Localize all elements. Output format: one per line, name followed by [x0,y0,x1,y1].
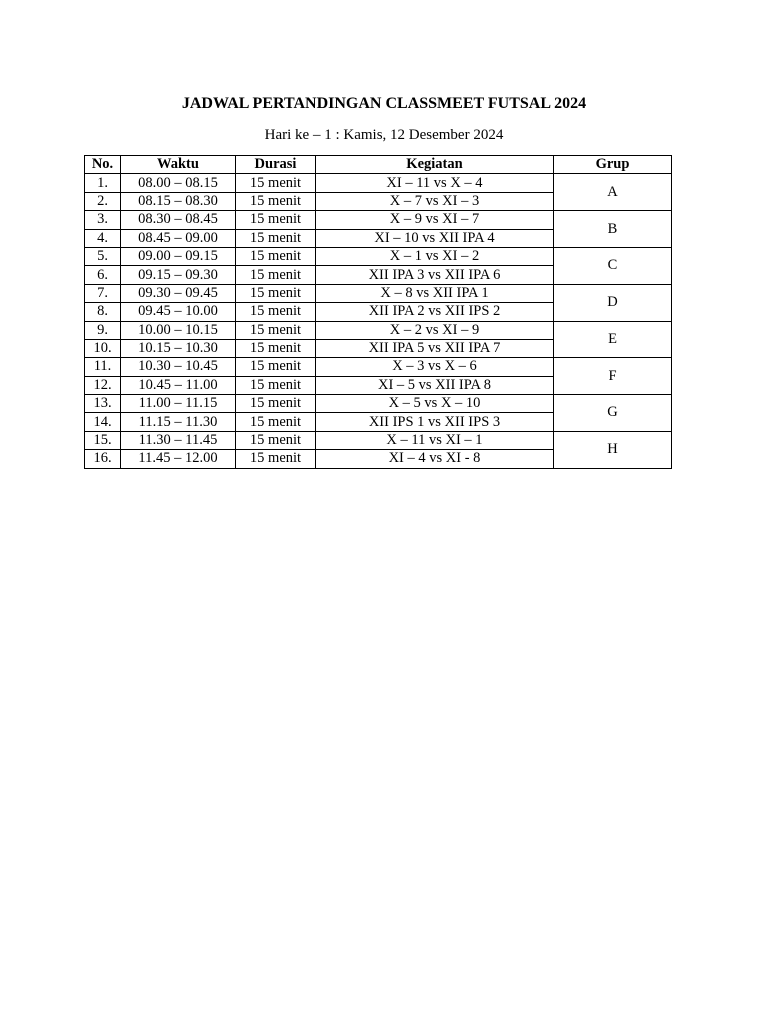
cell-no: 5. [85,247,121,265]
cell-waktu: 10.15 – 10.30 [121,339,236,357]
cell-grup: G [554,395,672,432]
header-no: No. [85,156,121,174]
page-title: JADWAL PERTANDINGAN CLASSMEET FUTSAL 2024 [181,95,587,112]
table-row [85,247,672,265]
cell-durasi: 15 menit [236,321,316,339]
table-row [85,358,672,376]
cell-waktu: 09.30 – 09.45 [121,284,236,302]
cell-no: 8. [85,303,121,321]
cell-kegiatan: XII IPA 2 vs XII IPS 2 [316,303,554,321]
cell-no: 6. [85,266,121,284]
cell-no: 10. [85,339,121,357]
cell-no: 15. [85,431,121,449]
cell-waktu: 10.30 – 10.45 [121,358,236,376]
cell-kegiatan: X – 8 vs XII IPA 1 [316,284,554,302]
cell-no: 12. [85,376,121,394]
cell-kegiatan: XII IPA 3 vs XII IPA 6 [316,266,554,284]
cell-grup: D [554,284,672,321]
cell-durasi: 15 menit [236,431,316,449]
cell-durasi: 15 menit [236,247,316,265]
cell-grup: E [554,321,672,358]
cell-waktu: 11.45 – 12.00 [121,450,236,468]
cell-durasi: 15 menit [236,174,316,192]
cell-waktu: 08.30 – 08.45 [121,211,236,229]
cell-no: 13. [85,395,121,413]
cell-durasi: 15 menit [236,376,316,394]
cell-kegiatan: XII IPS 1 vs XII IPS 3 [316,413,554,431]
cell-kegiatan: XI – 4 vs XI - 8 [316,450,554,468]
table-header-row [85,156,672,174]
cell-kegiatan: X – 7 vs XI – 3 [316,192,554,210]
header-waktu: Waktu [121,156,236,174]
cell-waktu: 08.45 – 09.00 [121,229,236,247]
cell-kegiatan: X – 11 vs XI – 1 [316,431,554,449]
cell-grup: F [554,358,672,395]
cell-waktu: 09.15 – 09.30 [121,266,236,284]
cell-kegiatan: XI – 10 vs XII IPA 4 [316,229,554,247]
cell-durasi: 15 menit [236,192,316,210]
table-row [85,284,672,302]
cell-durasi: 15 menit [236,339,316,357]
cell-waktu: 09.45 – 10.00 [121,303,236,321]
table-row [85,321,672,339]
cell-durasi: 15 menit [236,266,316,284]
cell-durasi: 15 menit [236,211,316,229]
cell-durasi: 15 menit [236,413,316,431]
cell-grup: H [554,431,672,468]
cell-durasi: 15 menit [236,358,316,376]
cell-waktu: 11.30 – 11.45 [121,431,236,449]
cell-durasi: 15 menit [236,303,316,321]
cell-kegiatan: X – 2 vs XI – 9 [316,321,554,339]
cell-waktu: 11.15 – 11.30 [121,413,236,431]
header-durasi: Durasi [236,156,316,174]
cell-waktu: 10.45 – 11.00 [121,376,236,394]
cell-kegiatan: XI – 5 vs XII IPA 8 [316,376,554,394]
cell-grup: C [554,247,672,284]
table-row [85,395,672,413]
cell-no: 9. [85,321,121,339]
cell-no: 3. [85,211,121,229]
cell-waktu: 08.15 – 08.30 [121,192,236,210]
cell-waktu: 10.00 – 10.15 [121,321,236,339]
cell-kegiatan: XII IPA 5 vs XII IPA 7 [316,339,554,357]
cell-waktu: 09.00 – 09.15 [121,247,236,265]
cell-kegiatan: X – 9 vs XI – 7 [316,211,554,229]
cell-durasi: 15 menit [236,395,316,413]
cell-waktu: 08.00 – 08.15 [121,174,236,192]
cell-kegiatan: X – 5 vs X – 10 [316,395,554,413]
table-row [85,174,672,192]
header-kegiatan: Kegiatan [316,156,554,174]
cell-durasi: 15 menit [236,229,316,247]
cell-grup: A [554,174,672,211]
table-row [85,211,672,229]
cell-no: 1. [85,174,121,192]
cell-no: 16. [85,450,121,468]
cell-no: 4. [85,229,121,247]
schedule-table [84,155,672,469]
cell-kegiatan: XI – 11 vs X – 4 [316,174,554,192]
cell-durasi: 15 menit [236,284,316,302]
page-subtitle: Hari ke – 1 : Kamis, 12 Desember 2024 [264,127,504,143]
cell-kegiatan: X – 3 vs X – 6 [316,358,554,376]
header-grup: Grup [554,156,672,174]
cell-no: 7. [85,284,121,302]
table-row [85,431,672,449]
cell-no: 14. [85,413,121,431]
cell-durasi: 15 menit [236,450,316,468]
cell-waktu: 11.00 – 11.15 [121,395,236,413]
cell-grup: B [554,211,672,248]
cell-no: 2. [85,192,121,210]
cell-kegiatan: X – 1 vs XI – 2 [316,247,554,265]
cell-no: 11. [85,358,121,376]
